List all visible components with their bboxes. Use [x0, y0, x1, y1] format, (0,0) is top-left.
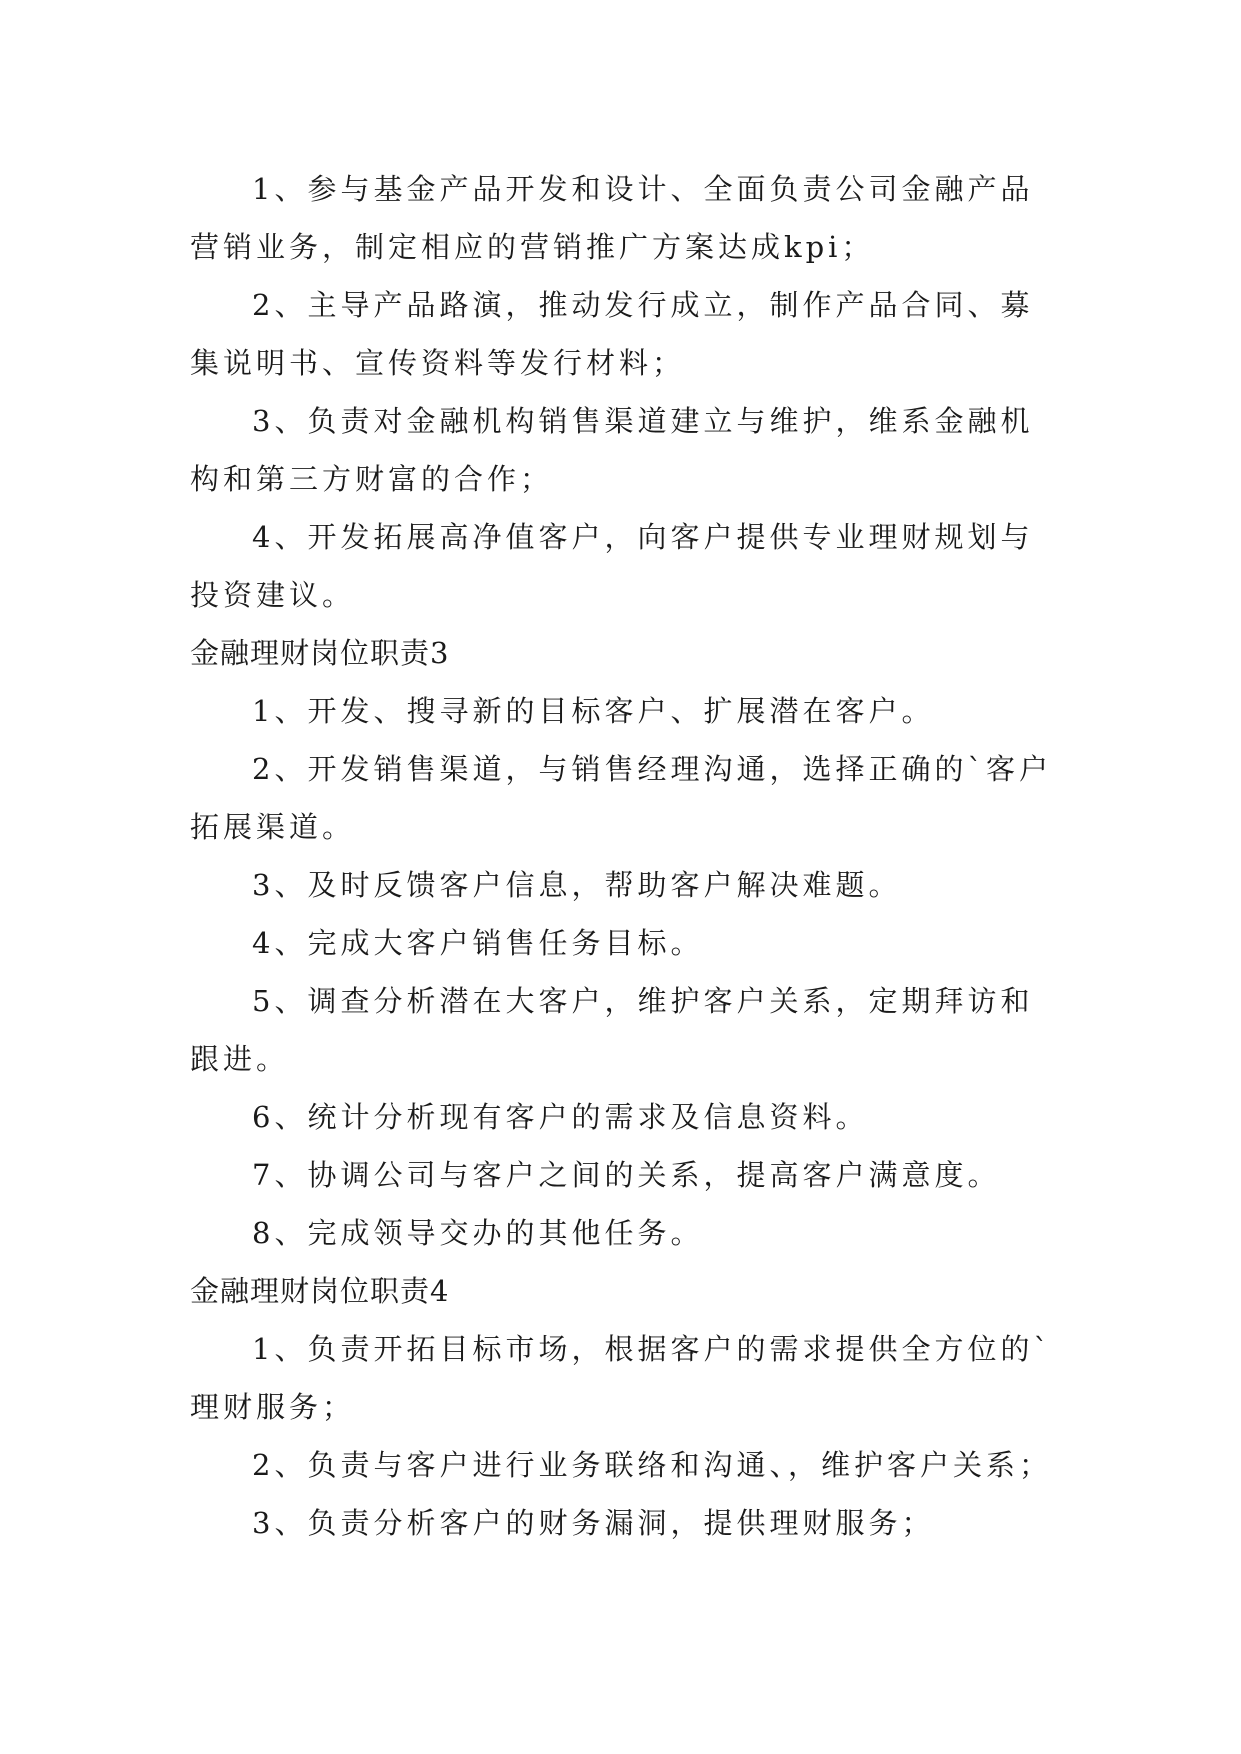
document-page: [190, 160, 1050, 1552]
paragraph-line: 集说明书、宣传资料等发行材料；: [190, 346, 686, 380]
paragraph-line: 理财服务；: [190, 1390, 356, 1424]
paragraph-line: 5、调查分析潜在大客户，维护客户关系，定期拜访和: [252, 984, 1034, 1018]
paragraph-line: 1、参与基金产品开发和设计、全面负责公司金融产品: [252, 172, 1034, 206]
paragraph-line: 2、主导产品路演，推动发行成立，制作产品合同、募: [252, 288, 1034, 322]
paragraph-line: 2、负责与客户进行业务联络和沟通、，维护客户关系；: [252, 1448, 1052, 1482]
paragraph-line: 2、开发销售渠道，与销售经理沟通，选择正确的`客户: [252, 752, 1052, 786]
paragraph-line: 拓展渠道。: [190, 810, 356, 844]
section-heading-3: 金融理财岗位职责3: [190, 636, 450, 670]
paragraph-line: 1、负责开拓目标市场，根据客户的需求提供全方位的`: [252, 1332, 1052, 1366]
section-heading-4: 金融理财岗位职责4: [190, 1274, 450, 1308]
paragraph-line: 3、负责分析客户的财务漏洞，提供理财服务；: [252, 1506, 935, 1540]
paragraph-line: 8、完成领导交办的其他任务。: [252, 1216, 704, 1250]
paragraph-line: 跟进。: [190, 1042, 290, 1076]
paragraph-line: 7、协调公司与客户之间的关系，提高客户满意度。: [252, 1158, 1001, 1192]
paragraph-line: 6、统计分析现有客户的需求及信息资料。: [252, 1100, 869, 1134]
paragraph-line: 投资建议。: [190, 578, 356, 612]
paragraph-line: 4、完成大客户销售任务目标。: [252, 926, 704, 960]
paragraph-line: 4、开发拓展高净值客户，向客户提供专业理财规划与: [252, 520, 1034, 554]
paragraph-line: 3、负责对金融机构销售渠道建立与维护，维系金融机: [252, 404, 1034, 438]
paragraph-line: 1、开发、搜寻新的目标客户、扩展潜在客户。: [252, 694, 935, 728]
paragraph-line: 营销业务，制定相应的营销推广方案达成kpi；: [190, 230, 875, 264]
paragraph-line: 3、及时反馈客户信息，帮助客户解决难题。: [252, 868, 902, 902]
paragraph-line: 构和第三方财富的合作；: [190, 462, 554, 496]
